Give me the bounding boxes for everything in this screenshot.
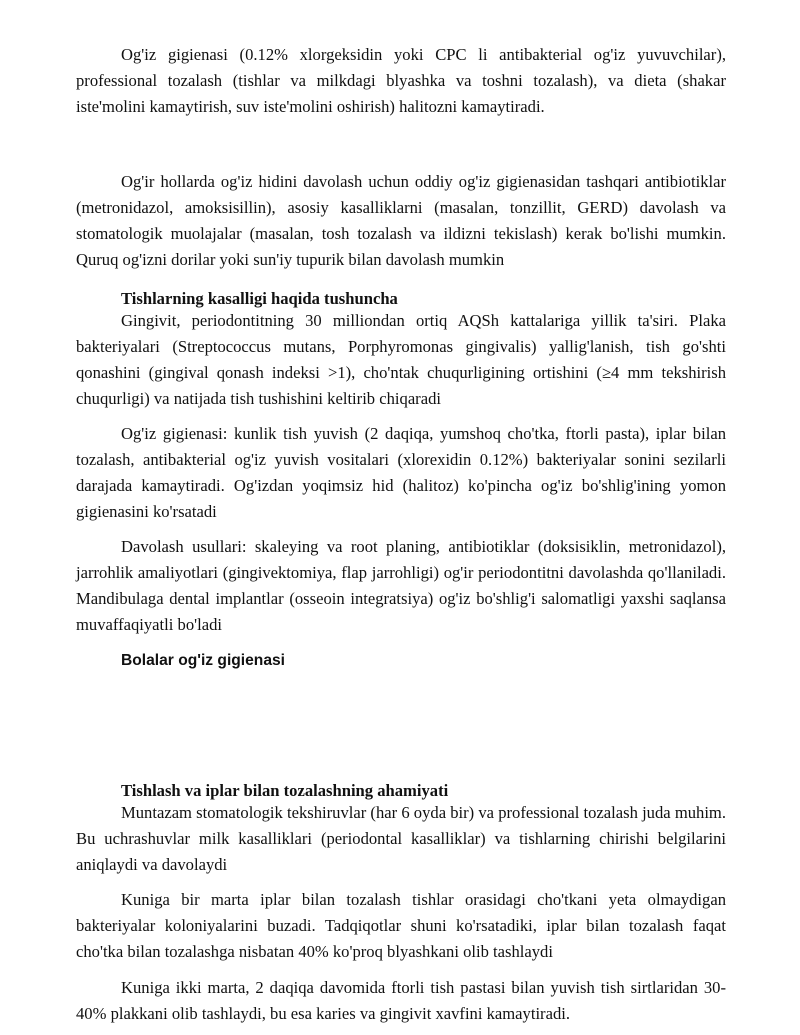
- paragraph-brushing: Kuniga ikki marta, 2 daqiqa davomida ftorli tish pastasi bilan yuvish tish sirtlaridan 30-40% plakkani olib tashlaydi, bu esa karies va gingivit xavfini kamaytiradi.: [76, 978, 726, 1023]
- paragraph-oral-hygiene: Og'iz gigienasi: kunlik tish yuvish (2 daqiqa, yumshoq cho'tka, ftorli pasta), iplar bilan tozalash, antibakterial og'iz yuvish vositalari (xlorexidin 0.12%) bakteriyalar sonini sezilarli darajada kamaytiradi. Og'izdan yoqimsiz hid (halitoz) ko'pincha og'iz bo'shlig'ining yomon gigienasini ko'rsatadi: [76, 424, 726, 521]
- paragraph-severe-cases: Og'ir hollarda og'iz hidini davolash uchun oddiy og'iz gigienasidan tashqari antibiotiklar (metronidazol, amoksisillin), asosiy kasalliklarni (masalan, tonzillit, GERD) davolash va stomatologik muolajalar (masalan, tosh tozalash va ildizni tekislash) kerak bo'lishi mumkin. Quruq og'izni dorilar yoki sun'iy tupurik bilan davolash mumkin: [76, 172, 726, 269]
- paragraph-flossing: Kuniga bir marta iplar bilan tozalash tishlar orasidagi cho'tkani yeta olmaydigan bakteriyalar koloniyalarini buzadi. Tadqiqotlar shuni ko'rsatadiki, iplar bilan tozalash faqat cho'tka bilan tozalashga nisbatan 40% ko'proq blyashkani olib tashlaydi: [76, 890, 726, 961]
- heading-flossing-importance: Tishlash va iplar bilan tozalashning ahamiyati: [121, 781, 449, 800]
- paragraph-checkups: Muntazam stomatologik tekshiruvlar (har 6 oyda bir) va professional tozalash juda muhim. Bu uchrashuvlar milk kasalliklari (periodontal kasalliklar) va tishlarning chirishi belgilarini aniqlaydi va davolaydi: [76, 803, 726, 874]
- paragraph-hygiene-intro: Og'iz gigienasi (0.12% xlorgeksidin yoki CPC li antibakterial og'iz yuvuvchilar), professional tozalash (tishlar va milkdagi blyashka va toshni tozalash), va dieta (shakar iste'molini kamaytirish, suv iste'molini oshirish) halitozni kamaytiradi.: [76, 45, 726, 116]
- heading-children-hygiene: Bolalar og'iz gigienasi: [121, 652, 286, 669]
- heading-dental-disease: Tishlarning kasalligi haqida tushuncha: [121, 289, 398, 308]
- paragraph-gingivitis: Gingivit, periodontitning 30 milliondan ortiq AQSh kattalariga yillik ta'siri. Plaka bakteriyalari (Streptococcus mutans, Porphyromonas gingivalis) yallig'lanish, tish go'shti qonashini (gingival qonash indeksi >1), cho'ntak chuqurligining ortishini (≥4 mm tekshirish chuqurligi) va natijada tish tushishini keltirib chiqaradi: [76, 311, 726, 408]
- paragraph-treatment-methods: Davolash usullari: skaleying va root planing, antibiotiklar (doksisiklin, metronidazol), jarrohlik amaliyotlari (gingivektomiya, flap jarrohligi) og'ir periodontitni davolashda qo'llaniladi. Mandibulaga dental implantlar (osseoin integratsiya) og'iz bo'shlig'i salomatligi yaxshi saqlansa muvaffaqiyatli bo'ladi: [76, 537, 726, 634]
